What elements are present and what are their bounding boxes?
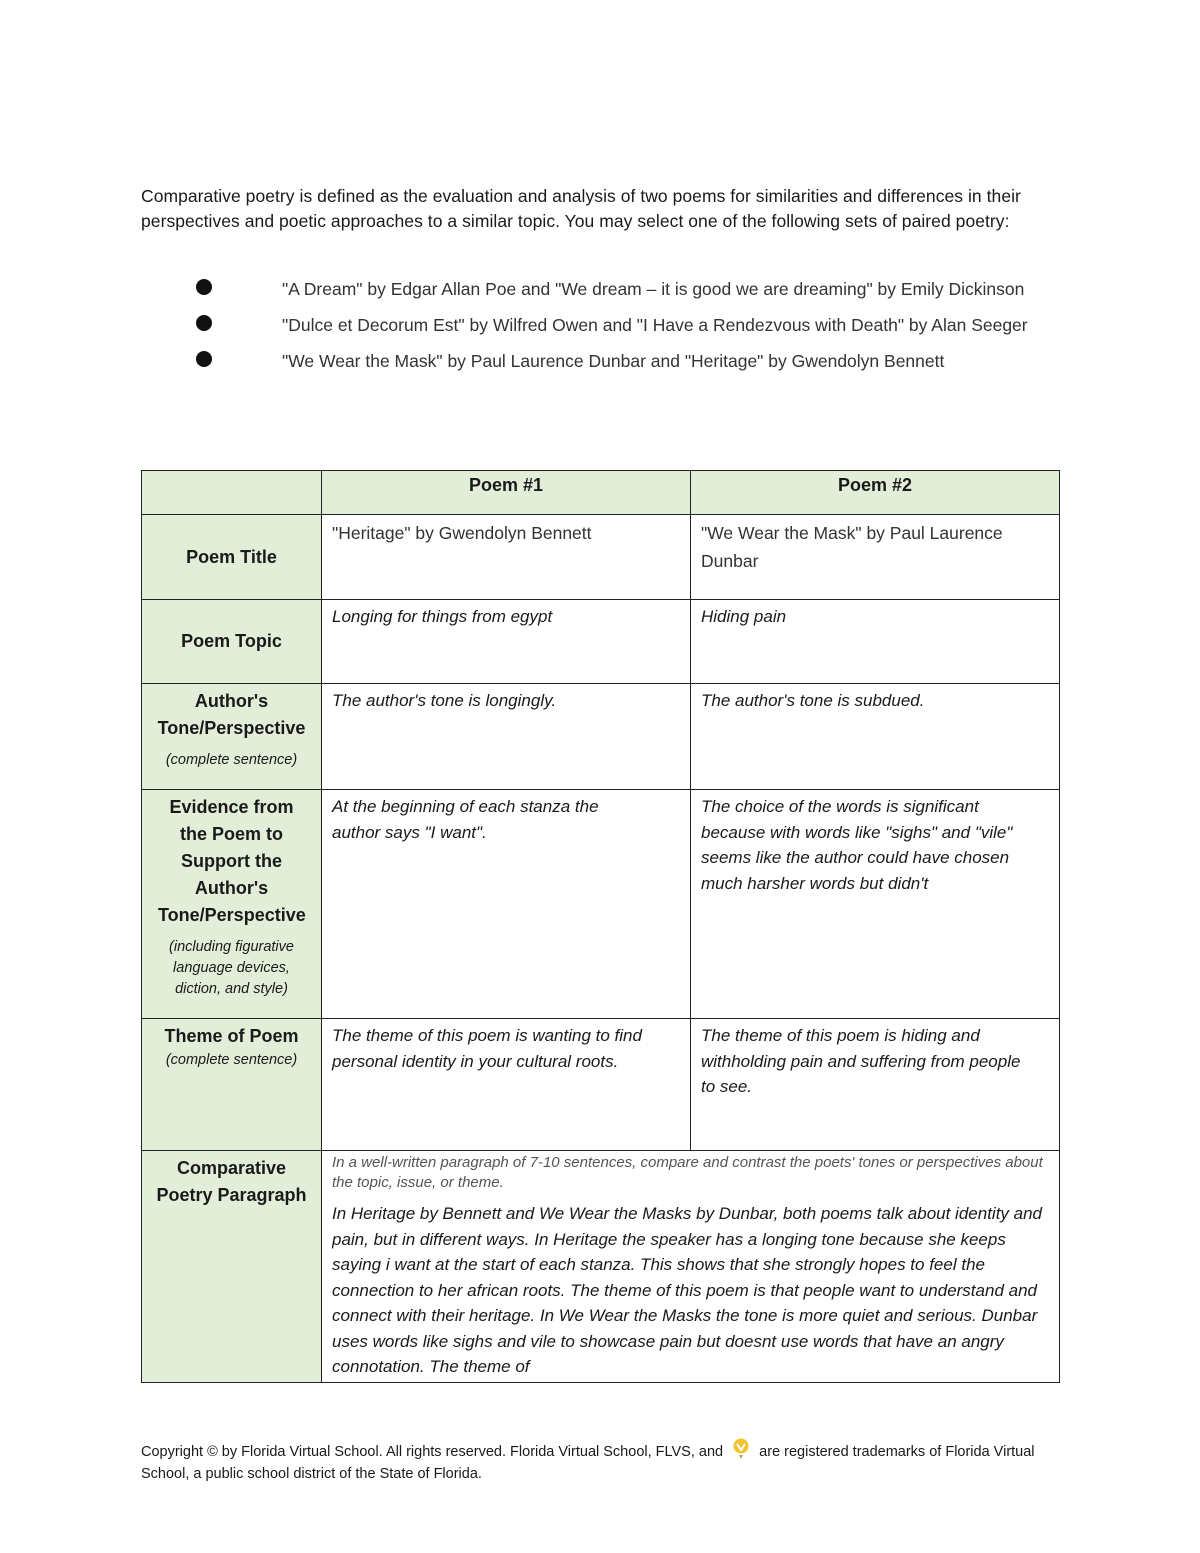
paragraph-cell[interactable] xyxy=(322,1151,1060,1383)
paragraph-body[interactable]: In Heritage by Bennett and We Wear the Masks by Dunbar, both poems talk about identity and pain, but in different ways. In Heritage the speaker has a longing tone because she keeps saying i want at the start of each stanza. This shows that she strongly hopes to feel the connection to her african roots. The theme of this poem is that people want to understand and connect with their heritage. In We Wear the Masks the tone is more quiet and serious. Dunbar uses words like sighs and vile to showcase pain but doesnt use words that have an angry connotation. The theme of xyxy=(332,1204,1043,1376)
poem-option-text: "We Wear the Mask" by Paul Laurence Dunbar and "Heritage" by Gwendolyn Bennett xyxy=(282,351,945,371)
bullet-icon xyxy=(196,351,212,367)
comparison-table xyxy=(141,470,1060,1383)
header-poem2: Poem #2 xyxy=(691,471,1060,515)
poem-option xyxy=(194,308,1074,342)
row-label-paragraph: Comparative Poetry Paragraph xyxy=(142,1151,322,1383)
poem-option-text: "A Dream" by Edgar Allan Poe and "We dream – it is good we are dreaming" by Emily Dickinson xyxy=(282,279,1025,299)
row-label-poem-topic: Poem Topic xyxy=(142,600,322,684)
bullet-icon xyxy=(196,279,212,295)
row-label-poem-title: Poem Title xyxy=(142,515,322,600)
row-label-evidence-sub: (including figurative language devices, diction, and style) xyxy=(169,939,294,997)
table-row-topic xyxy=(142,600,1060,684)
table-row-theme xyxy=(142,1019,1060,1151)
poem-option-text: "Dulce et Decorum Est" by Wilfred Owen and "I Have a Rendezvous with Death" by Alan Seeger xyxy=(282,315,1028,335)
header-empty-cell xyxy=(142,471,322,515)
row-label-tone-text: Author's Tone/Perspective xyxy=(157,691,306,738)
footer-text-after-logo: are registered trademarks of Florida Virtual School, a public school district of the State of Florida. xyxy=(141,1444,1035,1482)
row-label-evidence-text: Evidence from the Poem to Support the Author's Tone/Perspective xyxy=(158,797,306,925)
header-poem1: Poem #1 xyxy=(322,471,691,515)
poem1-tone-cell[interactable]: The author's tone is longingly. xyxy=(322,684,691,790)
intro-text: Comparative poetry is defined as the evaluation and analysis of two poems for similarities and differences in their perspectives and poetic approaches to a similar topic. You may select one of the following sets of paired poetry: xyxy=(141,186,1021,231)
copyright-footer xyxy=(141,1438,1041,1485)
poem-options-list xyxy=(194,272,1074,380)
poem2-evidence-cell[interactable]: The choice of the words is significant because with words like "sighs" and "vile" seems like the author could have chosen much harsher words but didn't xyxy=(691,790,1060,1019)
row-label-tone-sub: (complete sentence) xyxy=(165,752,298,768)
row-label-theme-sub: (complete sentence) xyxy=(165,1052,298,1068)
poem2-title-cell[interactable]: "We Wear the Mask" by Paul Laurence Dunbar xyxy=(691,515,1060,600)
poem2-theme-cell[interactable]: The theme of this poem is hiding and withholding pain and suffering from people to see. xyxy=(691,1019,1060,1151)
poem1-topic-cell[interactable]: Longing for things from egypt xyxy=(322,600,691,684)
table-row-evidence xyxy=(142,790,1060,1019)
poem2-tone-cell[interactable]: The author's tone is subdued. xyxy=(691,684,1060,790)
poem1-title-cell[interactable]: "Heritage" by Gwendolyn Bennett xyxy=(322,515,691,600)
row-label-evidence xyxy=(142,790,322,1019)
poem-option xyxy=(194,344,1074,378)
paragraph-prompt: In a well-written paragraph of 7-10 sentences, compare and contrast the poets' tones or perspectives about the topic, issue, or theme. xyxy=(332,1154,1043,1191)
poem2-topic-cell[interactable]: Hiding pain xyxy=(691,600,1060,684)
paragraph-clip xyxy=(332,1153,1049,1377)
poem1-evidence-cell[interactable]: At the beginning of each stanza the author says "I want". xyxy=(322,790,691,1019)
footer-text-before-logo: Copyright © by Florida Virtual School. All rights reserved. Florida Virtual School, FLVS, and xyxy=(141,1444,724,1460)
table-row-title xyxy=(142,515,1060,600)
row-label-theme xyxy=(142,1019,322,1151)
table-row-paragraph xyxy=(142,1151,1060,1383)
poem-option xyxy=(194,272,1074,306)
row-label-theme-text: Theme of Poem xyxy=(164,1026,299,1046)
poem1-theme-cell[interactable]: The theme of this poem is wanting to find personal identity in your cultural roots. xyxy=(322,1019,691,1151)
table-header-row xyxy=(142,471,1060,515)
flvs-logo-icon xyxy=(731,1438,751,1460)
table-row-tone xyxy=(142,684,1060,790)
row-label-tone xyxy=(142,684,322,790)
bullet-icon xyxy=(196,315,212,331)
